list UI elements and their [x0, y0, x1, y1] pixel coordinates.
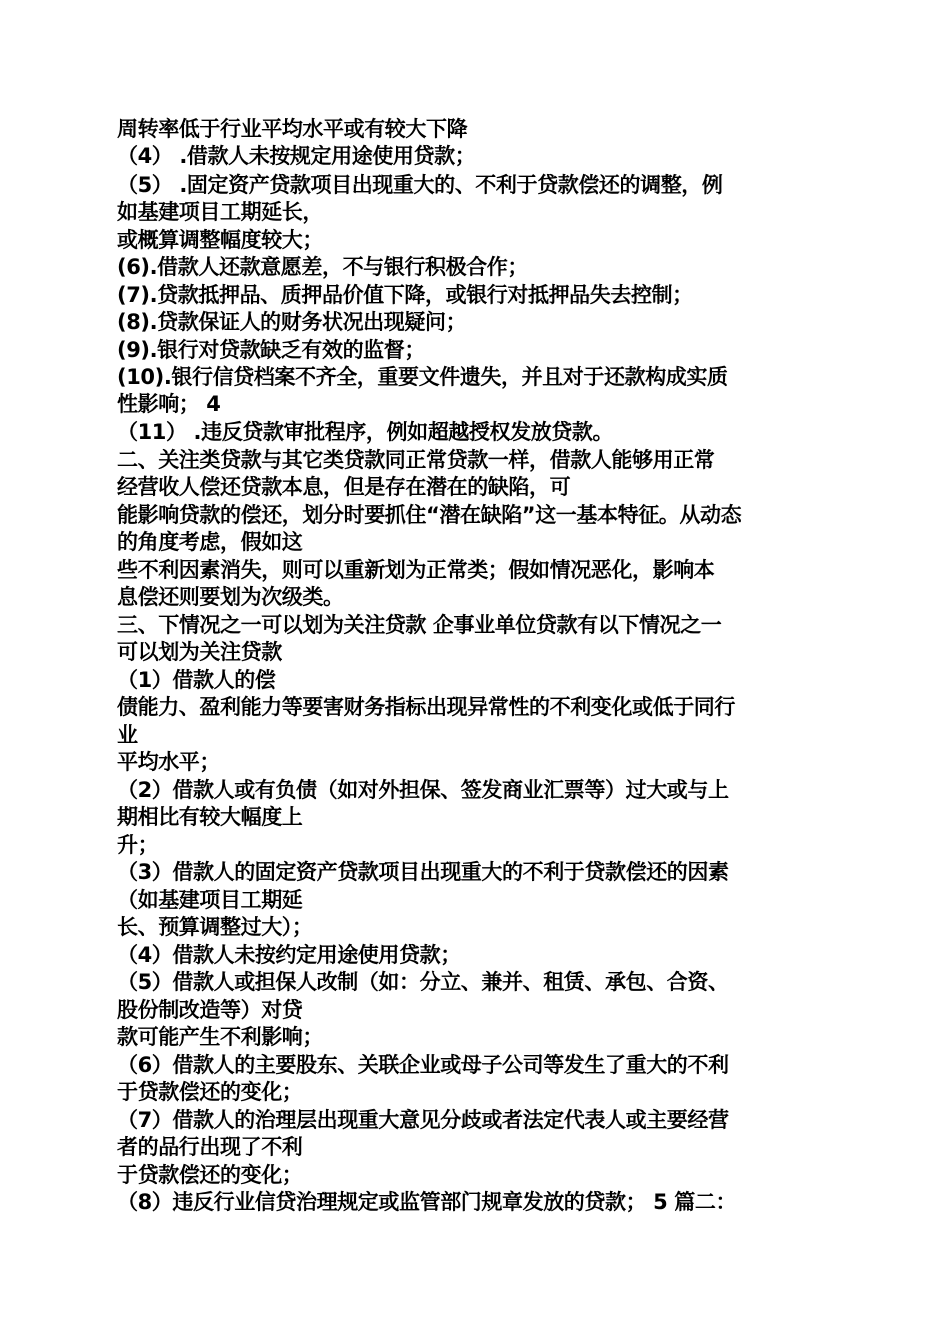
text-line: （7）借款人的治理层出现重大意见分歧或者法定代表人或主要经营 — [117, 1108, 729, 1132]
text-line: （5） .固定资产贷款项目出现重大的、不利于贷款偿还的调整，例 — [117, 173, 723, 197]
text-line: 或概算调整幅度较大； — [117, 228, 323, 252]
text-line: 升； — [117, 833, 159, 857]
text-line: （3）借款人的固定资产贷款项目出现重大的不利于贷款偿还的因素 — [117, 860, 729, 884]
text-line: 能影响贷款的偿还，划分时要抓住“潜在缺陷”这一基本特征。从动态 — [117, 503, 742, 527]
text-line: 三、下情况之一可以划为关注贷款 企事业单位贷款有以下情况之一 — [117, 613, 722, 637]
text-line: （4） .借款人未按规定用途使用贷款； — [117, 144, 476, 168]
text-line: 平均水平； — [117, 750, 220, 774]
text-line: 息偿还则要划为次级类。 — [117, 585, 344, 609]
text-line: 周转率低于行业平均水平或有较大下降 — [117, 117, 468, 141]
text-line: 二、关注类贷款与其它类贷款同正常贷款一样，借款人能够用正常 — [117, 448, 715, 472]
text-line: 期相比有较大幅度上 — [117, 805, 303, 829]
text-line: (10).银行信贷档案不齐全，重要文件遗失，并且对于还款构成实质 — [117, 365, 728, 389]
text-line: 性影响； 4 — [117, 392, 221, 416]
text-line: 股份制改造等）对贷 — [117, 998, 303, 1022]
text-line: 款可能产生不利影响； — [117, 1025, 323, 1049]
text-line: （如基建项目工期延 — [117, 888, 303, 912]
text-line: 于贷款偿还的变化； — [117, 1080, 303, 1104]
text-line: (7).贷款抵押品、质押品价值下降，或银行对抵押品失去控制； — [117, 283, 693, 307]
text-line: 业 — [117, 723, 138, 747]
text-line: 长、预算调整过大）； — [117, 915, 313, 939]
text-line: 经营收人偿还贷款本息，但是存在潜在的缺陷，可 — [117, 475, 571, 499]
text-line: （4）借款人未按约定用途使用贷款； — [117, 943, 461, 967]
text-line: 可以划为关注贷款 — [117, 640, 282, 664]
text-line: （1）借款人的偿 — [117, 668, 276, 692]
text-line: 债能力、盈利能力等要害财务指标出现异常性的不利变化或低于同行 — [117, 695, 735, 719]
text-line: 如基建项目工期延长， — [117, 200, 323, 224]
text-line: (6).借款人还款意愿差，不与银行积极合作； — [117, 255, 528, 279]
text-line: 者的品行出现了不利 — [117, 1135, 303, 1159]
text-line: （11） .违反贷款审批程序，例如超越授权发放贷款。 — [117, 420, 614, 444]
text-line: （5）借款人或担保人改制（如：分立、兼并、租赁、承包、合资、 — [117, 970, 729, 994]
text-line: (8).贷款保证人的财务状况出现疑问； — [117, 310, 467, 334]
text-line: 的角度考虑，假如这 — [117, 530, 303, 554]
text-line: (9).银行对贷款缺乏有效的监督； — [117, 338, 425, 362]
text-line: （2）借款人或有负债（如对外担保、签发商业汇票等）过大或与上 — [117, 778, 729, 802]
text-line: （6）借款人的主要股东、关联企业或母子公司等发生了重大的不利 — [117, 1053, 729, 1077]
text-line: 些不利因素消失，则可以重新划为正常类；假如情况恶化，影响本 — [117, 558, 715, 582]
text-line: （8）违反行业信贷治理规定或监管部门规章发放的贷款； 5 篇二： — [117, 1190, 737, 1214]
text-line: 于贷款偿还的变化； — [117, 1163, 303, 1187]
